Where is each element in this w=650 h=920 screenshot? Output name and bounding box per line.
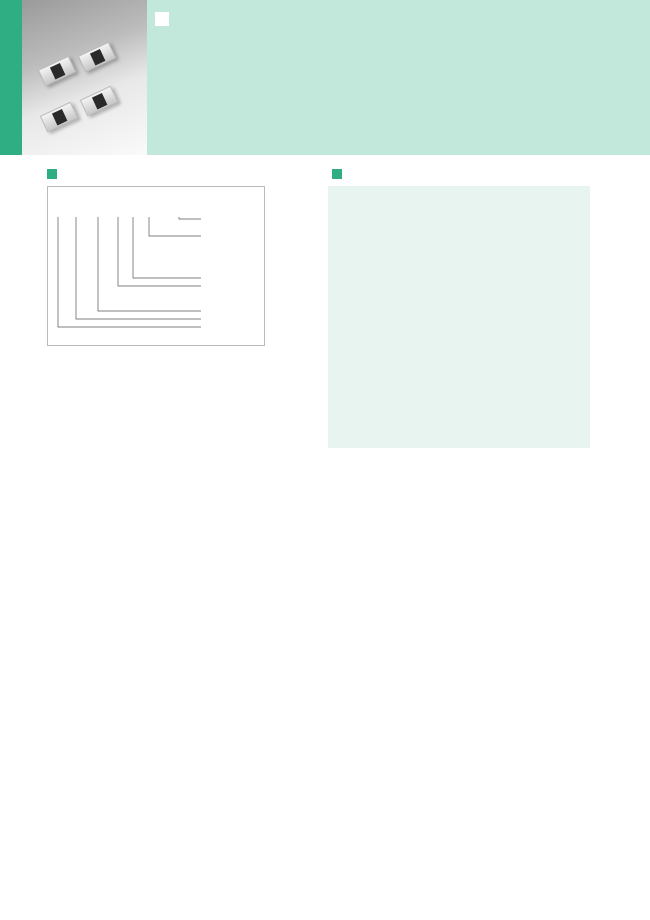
header-banner xyxy=(0,0,650,155)
section-heading-dimensions xyxy=(332,169,348,179)
square-bullet-icon xyxy=(155,12,169,26)
dimension-drawing xyxy=(328,186,590,448)
leader-lines xyxy=(48,187,266,347)
chip-image xyxy=(78,42,116,73)
chip-image xyxy=(40,102,78,133)
square-bullet-icon xyxy=(332,169,342,179)
dimensions-figure xyxy=(328,186,590,448)
chip-image xyxy=(38,56,76,87)
chip-image xyxy=(80,86,118,117)
brand-strip xyxy=(0,0,22,155)
product-photo xyxy=(22,0,147,155)
square-bullet-icon xyxy=(47,169,57,179)
page-subtitle xyxy=(155,12,177,26)
product-number-diagram xyxy=(47,186,265,346)
section-heading-product-number xyxy=(47,169,63,179)
